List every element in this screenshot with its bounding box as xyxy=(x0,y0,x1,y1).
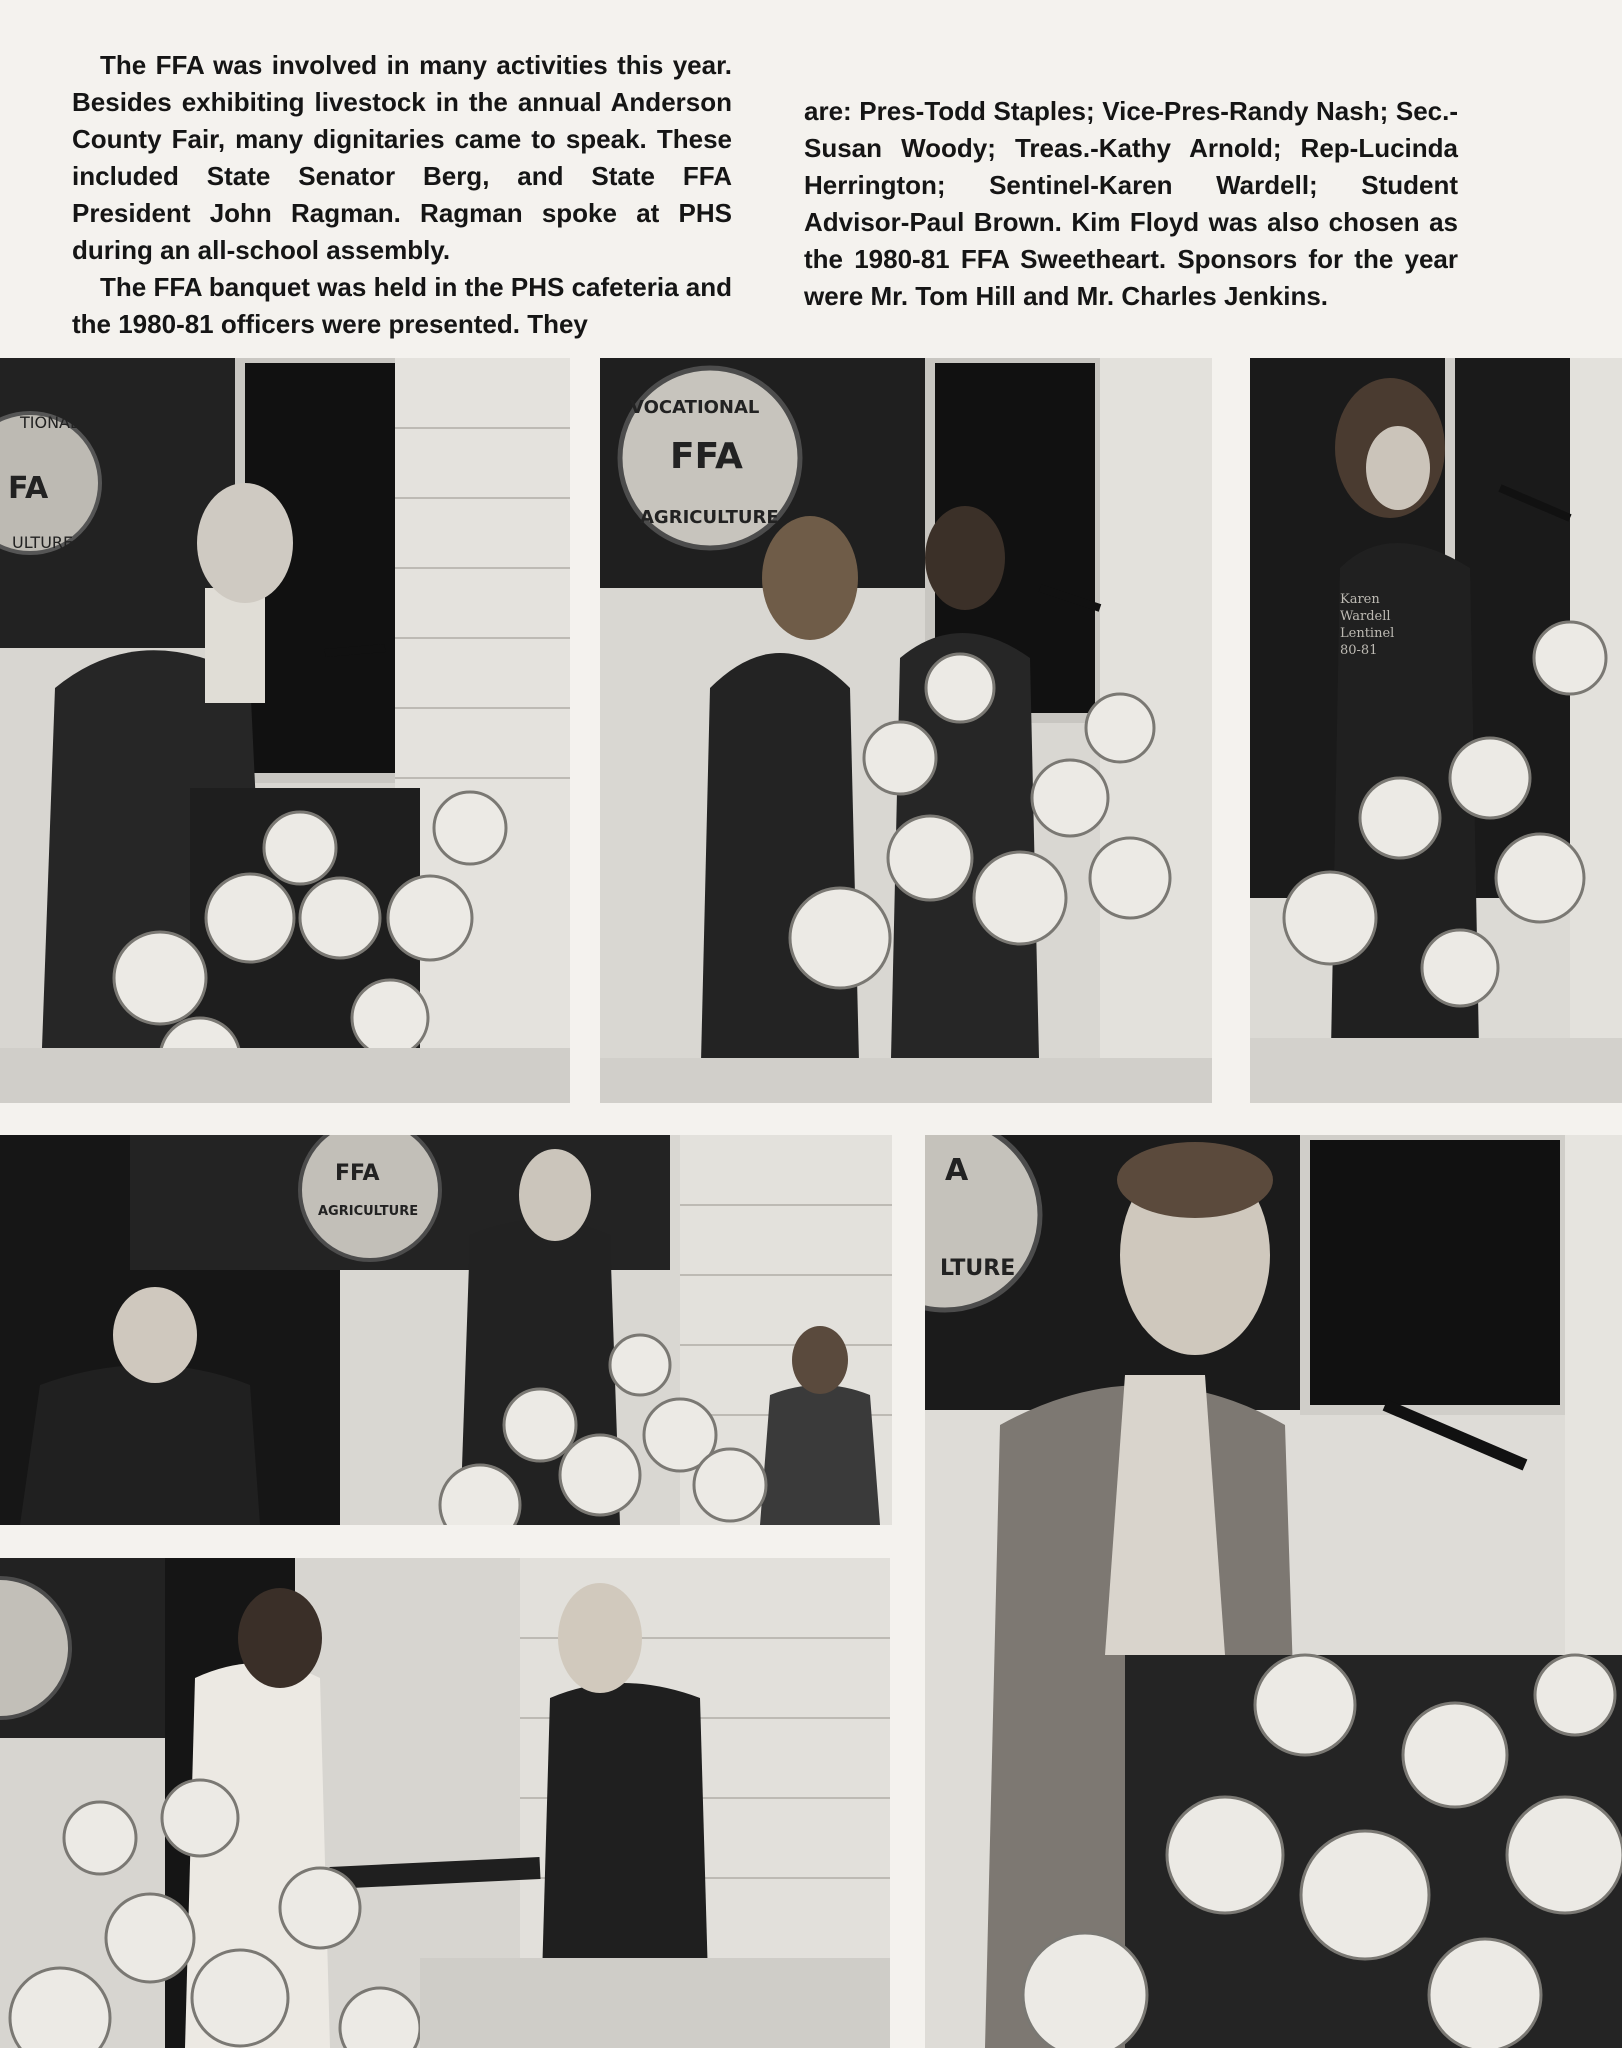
jacket-text-2: Wardell xyxy=(1340,609,1391,624)
ffa-emblem xyxy=(300,1135,440,1260)
emblem-text-bottom: LTURE xyxy=(940,1256,1016,1281)
emblem-text-top: VOCATIONAL xyxy=(630,397,760,418)
emblem-text-center: A xyxy=(945,1153,969,1188)
emblem-text-center: FFA xyxy=(670,436,743,477)
article-paragraph-2-start: The FFA banquet was held in the PHS cafeteria and the 1980-81 officers were presented. They xyxy=(72,272,732,339)
photo-sentinel-speaker xyxy=(1250,358,1622,1103)
photo-speaker-older-man xyxy=(0,358,570,1103)
jacket-text-1: Karen xyxy=(1340,592,1380,607)
emblem-text-bottom: AGRICULTURE xyxy=(318,1204,419,1219)
emblem-text-top: TIONAL xyxy=(20,413,79,432)
emblem-text-center: FFA xyxy=(335,1161,380,1186)
ffa-emblem xyxy=(620,368,800,548)
emblem-text-bottom: AGRICULTURE xyxy=(640,507,779,528)
photo-two-women-at-podium xyxy=(600,358,1212,1103)
photo-president-at-podium xyxy=(0,1135,892,1525)
emblem-text-bottom: ULTURE xyxy=(12,533,74,552)
photo-award-handshake xyxy=(0,1558,890,2048)
article-left-column xyxy=(72,47,732,343)
jacket-text-3: Lentinel xyxy=(1340,626,1395,641)
emblem-text-center: FA xyxy=(8,471,49,506)
photo-guest-speaker xyxy=(925,1135,1622,2048)
article-right-column xyxy=(804,93,1458,315)
jacket-text-4: 80-81 xyxy=(1340,643,1378,658)
article-paragraph-1: The FFA was involved in many activities this year. Besides exhibiting livestock in the annual Anderson County Fair, many dignitaries came to speak. These included State Senator Berg, and State FFA President John Ragman. Ragman spoke at PHS during an all-school assembly. xyxy=(72,50,732,265)
article-paragraph-2-end: are: Pres-Todd Staples; Vice-Pres-Randy Nash; Sec.-Susan Woody; Treas.-Kathy Arnold; Rep-Lucinda Herrington; Sentinel-Karen Wardell; Student Advisor-Paul Brown. Kim Floyd was also chosen as the 1980-81 FFA Sweetheart. Sponsors for the year were Mr. Tom Hill and Mr. Charles Jenkins. xyxy=(804,96,1458,311)
